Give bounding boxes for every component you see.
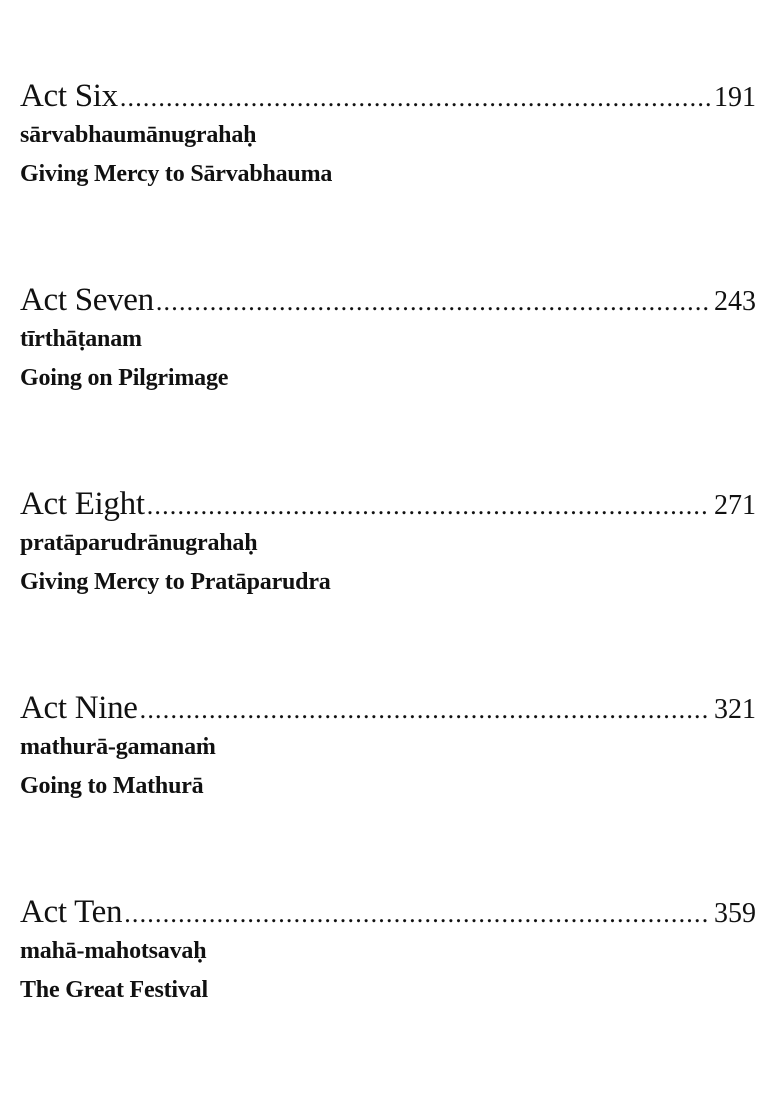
table-of-contents bbox=[20, 76, 756, 1096]
page-number: 271 bbox=[714, 490, 756, 521]
act-title: Act Seven bbox=[20, 282, 154, 318]
sanskrit-title: pratāparudrānugrahaḥ bbox=[20, 530, 258, 556]
english-title: Giving Mercy to Pratāparudra bbox=[20, 569, 331, 595]
act-title: Act Ten bbox=[20, 894, 123, 930]
toc-title-row bbox=[20, 688, 756, 728]
dot-leader bbox=[147, 486, 710, 526]
toc-entry-act-eight[interactable] bbox=[20, 484, 756, 688]
dot-leader bbox=[156, 282, 710, 322]
english-title: Going on Pilgrimage bbox=[20, 365, 229, 391]
toc-entry-act-seven[interactable] bbox=[20, 280, 756, 484]
sanskrit-title: tīrthāṭanam bbox=[20, 326, 142, 352]
dot-leader bbox=[140, 690, 710, 730]
dot-leader bbox=[120, 78, 710, 118]
toc-title-row bbox=[20, 76, 756, 116]
english-title: The Great Festival bbox=[20, 977, 208, 1003]
toc-entry-act-ten[interactable] bbox=[20, 892, 756, 1096]
toc-title-row bbox=[20, 484, 756, 524]
page-number: 321 bbox=[714, 694, 756, 725]
act-title: Act Eight bbox=[20, 486, 145, 522]
page-number: 359 bbox=[714, 898, 756, 929]
sanskrit-title: mathurā-gamanaṁ bbox=[20, 734, 216, 760]
toc-entry-act-six[interactable] bbox=[20, 76, 756, 280]
english-title: Giving Mercy to Sārvabhauma bbox=[20, 161, 333, 187]
toc-title-row bbox=[20, 892, 756, 932]
sanskrit-title: mahā-mahotsavaḥ bbox=[20, 938, 207, 964]
english-title: Going to Mathurā bbox=[20, 773, 204, 799]
act-title: Act Nine bbox=[20, 690, 138, 726]
act-title: Act Six bbox=[20, 78, 118, 114]
sanskrit-title: sārvabhaumānugrahaḥ bbox=[20, 122, 257, 148]
toc-title-row bbox=[20, 280, 756, 320]
page-number: 243 bbox=[714, 286, 756, 317]
toc-entry-act-nine[interactable] bbox=[20, 688, 756, 892]
page-number: 191 bbox=[714, 82, 756, 113]
dot-leader bbox=[124, 894, 710, 934]
